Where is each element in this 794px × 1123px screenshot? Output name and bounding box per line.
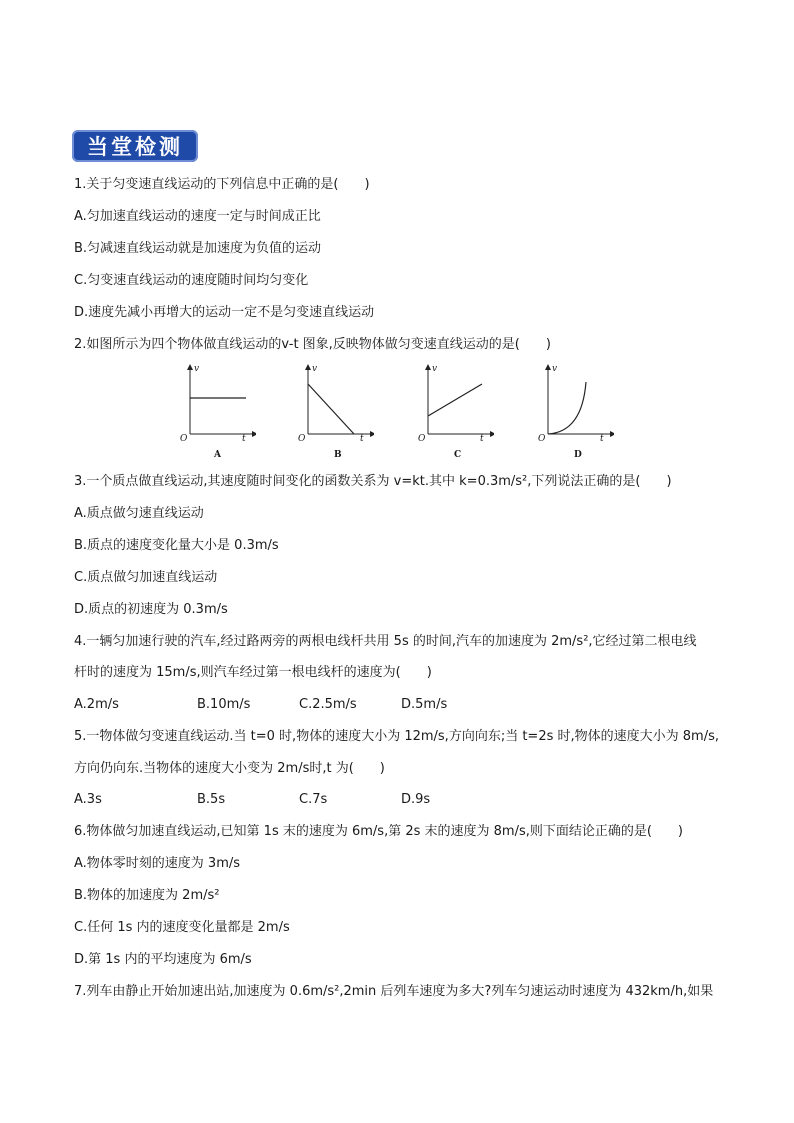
graph-c-caption: C <box>454 450 462 460</box>
question-6-option-a: A.物体零时刻的速度为 3m/s <box>74 856 241 871</box>
graph-c-line <box>428 384 482 416</box>
graph-b-caption: B <box>334 450 342 460</box>
question-1-option-b: B.匀减速直线运动就是加速度为负值的运动 <box>74 241 322 256</box>
question-1-option-d: D.速度先减小再增大的运动一定不是匀变速直线运动 <box>74 305 375 320</box>
question-3-option-b: B.质点的速度变化量大小是 0.3m/s <box>74 538 279 553</box>
graph-a-origin-label: O <box>180 434 188 444</box>
question-5-option-a: A.3s <box>74 792 102 807</box>
question-1-option-a: A.匀加速直线运动的速度一定与时间成正比 <box>74 209 321 224</box>
graph-c-origin-label: O <box>418 434 426 444</box>
question-2-stem: 2.如图所示为四个物体做直线运动的v-t 图象,反映物体做匀变速直线运动的是( ) <box>74 337 551 352</box>
graph-c <box>414 364 484 462</box>
question-5-stem-line2: 方向仍向东.当物体的速度大小变为 2m/s时,t 为( ) <box>74 761 385 776</box>
section-badge: 当堂检测 <box>72 130 198 162</box>
question-7-stem: 7.列车由静止开始加速出站,加速度为 0.6m/s²,2min 后列车速度为多大?列车匀速运动时速度为 432km/h,如果 <box>74 984 714 999</box>
graph-d-v-label: v <box>552 364 558 374</box>
question-5-option-c: C.7s <box>299 792 328 807</box>
graph-b <box>294 364 364 462</box>
question-5-option-b: B.5s <box>197 792 226 807</box>
question-4-option-a: A.2m/s <box>74 697 119 712</box>
question-3-stem: 3.一个质点做直线运动,其速度随时间变化的函数关系为 v=kt.其中 k=0.3m/s²,下列说法正确的是( ) <box>74 474 672 489</box>
graph-b-origin-label: O <box>298 434 306 444</box>
question-1-stem: 1.关于匀变速直线运动的下列信息中正确的是( ) <box>74 177 370 192</box>
graph-c-v-label: v <box>432 364 438 374</box>
vt-graphs <box>176 364 616 462</box>
graph-d-origin-label: O <box>538 434 546 444</box>
question-4-option-b: B.10m/s <box>197 697 251 712</box>
question-6-option-d: D.第 1s 内的平均速度为 6m/s <box>74 952 252 967</box>
graph-c-plot <box>414 364 494 444</box>
graph-c-t-label: t <box>480 434 484 444</box>
question-4-stem-line2: 杆时的速度为 15m/s,则汽车经过第一根电线杆的速度为( ) <box>74 665 432 680</box>
question-4-option-c: C.2.5m/s <box>299 697 357 712</box>
graph-a-t-label: t <box>242 434 246 444</box>
graph-a-caption: A <box>214 450 221 460</box>
graph-d-curve <box>548 382 586 434</box>
question-4-stem-line1: 4.一辆匀加速行驶的汽车,经过路两旁的两根电线杆共用 5s 的时间,汽车的加速度为 2m/s²,它经过第二根电线 <box>74 634 697 649</box>
question-1-option-c: C.匀变速直线运动的速度随时间均匀变化 <box>74 273 309 288</box>
graph-a-plot <box>176 364 256 444</box>
graph-b-v-label: v <box>312 364 318 374</box>
graph-d-caption: D <box>574 450 582 460</box>
graph-d <box>534 364 604 462</box>
graph-b-plot <box>294 364 374 444</box>
graph-d-t-label: t <box>600 434 604 444</box>
question-5-option-d: D.9s <box>401 792 431 807</box>
graph-b-t-label: t <box>360 434 364 444</box>
question-6-option-b: B.物体的加速度为 2m/s² <box>74 888 220 903</box>
question-3-option-c: C.质点做匀加速直线运动 <box>74 570 218 585</box>
question-6-option-c: C.任何 1s 内的速度变化量都是 2m/s <box>74 920 290 935</box>
question-5-stem-line1: 5.一物体做匀变速直线运动.当 t=0 时,物体的速度大小为 12m/s,方向向东;当 t=2s 时,物体的速度大小为 8m/s, <box>74 729 719 744</box>
graph-d-plot <box>534 364 614 444</box>
question-3-option-a: A.质点做匀速直线运动 <box>74 506 204 521</box>
question-3-option-d: D.质点的初速度为 0.3m/s <box>74 602 228 617</box>
graph-a-v-label: v <box>194 364 200 374</box>
question-4-option-d: D.5m/s <box>401 697 448 712</box>
graph-b-line <box>308 384 354 434</box>
question-6-stem: 6.物体做匀加速直线运动,已知第 1s 末的速度为 6m/s,第 2s 末的速度为 8m/s,则下面结论正确的是( ) <box>74 824 684 839</box>
graph-a <box>176 364 246 462</box>
